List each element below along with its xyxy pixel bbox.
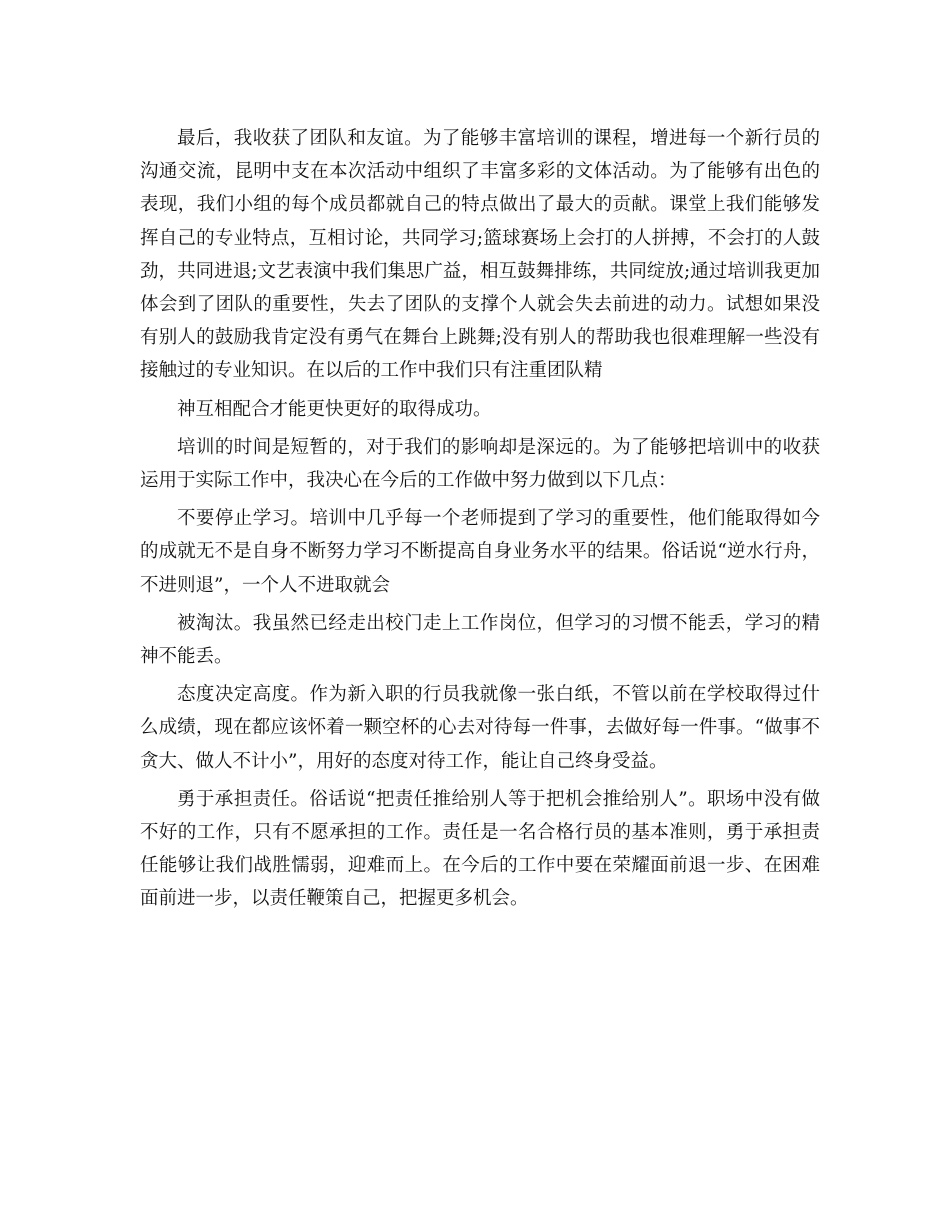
document-body [140, 122, 820, 916]
paragraph-keep-learning: 不要停止学习。培训中几乎每一个老师提到了学习的重要性，他们能取得如今的成就无不是自身不断努力学习不断提高自身业务水平的结果。俗话说“逆水行舟，不进则退”，一个人不进取就会 [140, 508, 820, 596]
paragraph-responsibility: 勇于承担责任。俗话说“把责任推给别人等于把机会推给别人”。职场中没有做不好的工作，只有不愿承担的工作。责任是一名合格行员的基本准则，勇于承担责任能够让我们战胜懦弱，迎难而上。在今后的工作中要在荣耀面前退一步、在困难面前进一步，以责任鞭策自己，把握更多机会。 [140, 788, 820, 910]
paragraph-team-continued: 神互相配合才能更快更好的取得成功。 [177, 398, 492, 420]
paragraph-training-impact: 培训的时间是短暂的，对于我们的影响却是深远的。为了能够把培训中的收获运用于实际工作中，我决心在今后的工作做中努力做到以下几点： [140, 436, 820, 492]
paragraph-attitude: 态度决定高度。作为新入职的行员我就像一张白纸，不管以前在学校取得过什么成绩，现在都应该怀着一颗空杯的心去对待每一件事，去做好每一件事。“做事不贪大、做人不计小”，用好的态度对待工作，能让自己终身受益。 [140, 684, 820, 772]
paragraph-keep-learning-continued: 被淘汰。我虽然已经走出校门走上工作岗位，但学习的习惯不能丢，学习的精神不能丢。 [140, 612, 820, 668]
paragraph-team-friendship: 最后，我收获了团队和友谊。为了能够丰富培训的课程，增进每一个新行员的沟通交流，昆明中支在本次活动中组织了丰富多彩的文体活动。为了能够有出色的表现，我们小组的每个成员都就自己的特点做出了最大的贡献。课堂上我们能够发挥自己的专业特点，互相讨论，共同学习;篮球赛场上会打的人拼搏，不会打的人鼓劲，共同进退;文艺表演中我们集思广益，相互鼓舞排练，共同绽放;通过培训我更加体会到了团队的重要性，失去了团队的支撑个人就会失去前进的动力。试想如果没有别人的鼓励我肯定没有勇气在舞台上跳舞;没有别人的帮助我也很难理解一些没有接触过的专业知识。在以后的工作中我们只有注重团队精 [140, 128, 820, 382]
